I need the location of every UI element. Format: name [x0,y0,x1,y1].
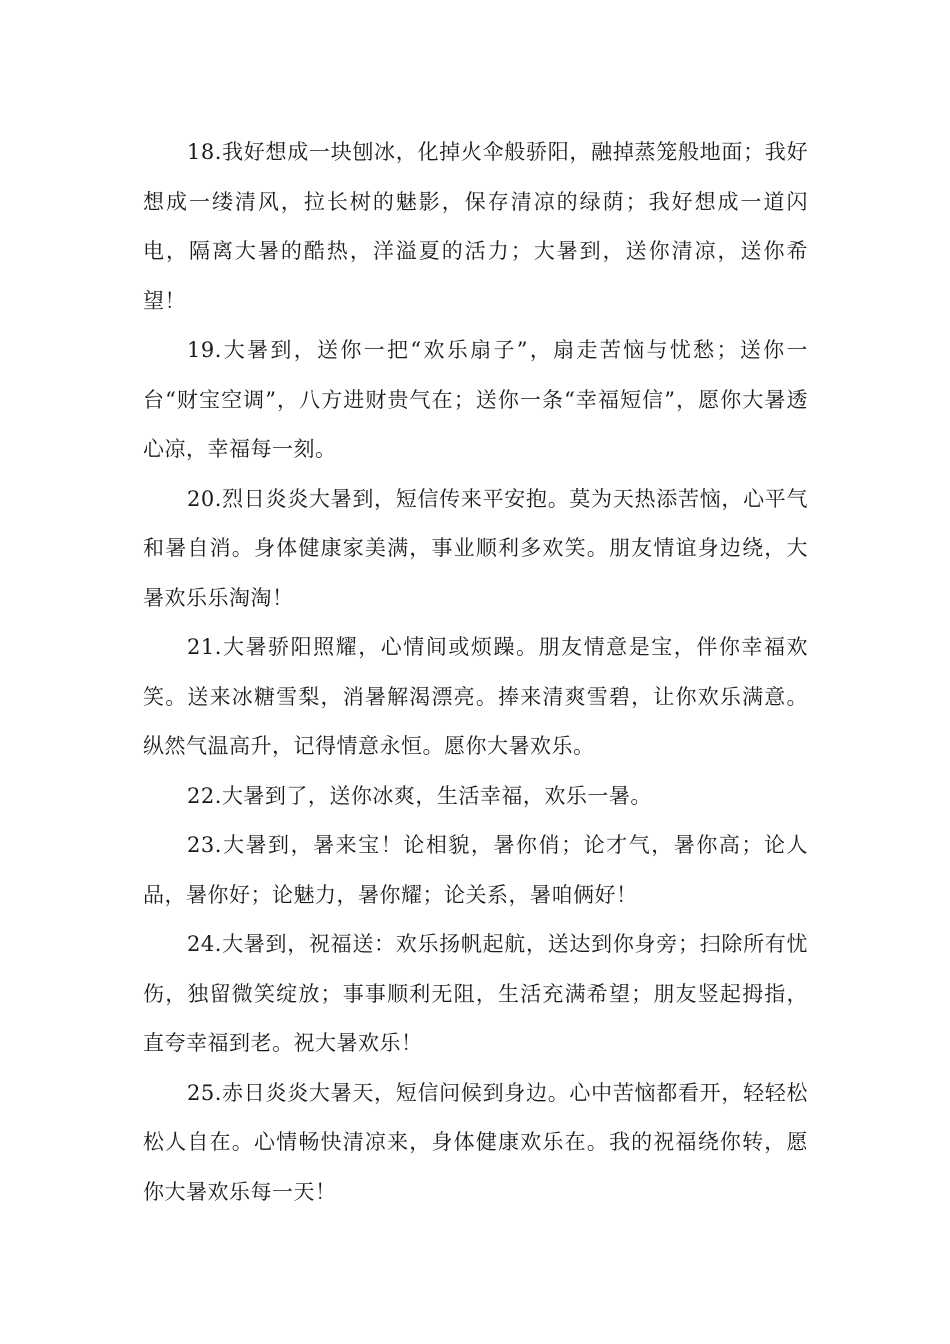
paragraph-21: 21.大暑骄阳照耀，心情间或烦躁。朋友情意是宝，伴你幸福欢笑。送来冰糖雪梨，消暑解渴漂亮。捧来清爽雪碧，让你欢乐满意。纵然气温高升，记得情意永恒。愿你大暑欢乐。 [143,635,808,758]
paragraph-20: 20.烈日炎炎大暑到，短信传来平安抱。莫为天热添苦恼，心平气和暑自消。身体健康家美满，事业顺利多欢笑。朋友情谊身边绕，大暑欢乐乐淘淘！ [143,486,808,610]
paragraph-19: 19.大暑到，送你一把“欢乐扇子”，扇走苦恼与忧愁；送你一台“财宝空调”，八方进财贵气在；送你一条“幸福短信”，愿你大暑透心凉，幸福每一刻。 [143,338,808,461]
paragraph-22: 22.大暑到了，送你冰爽，生活幸福，欢乐一暑。 [187,783,652,808]
document-body [143,128,808,1217]
paragraph-23: 23.大暑到，暑来宝！论相貌，暑你俏；论才气，暑你高；论人品，暑你好；论魅力，暑你耀；论关系，暑咱俩好！ [143,833,808,907]
paragraph-24: 24.大暑到，祝福送：欢乐扬帆起航，送达到你身旁；扫除所有忧伤，独留微笑绽放；事事顺利无阻，生活充满希望；朋友竖起拇指，直夸幸福到老。祝大暑欢乐！ [143,932,808,1055]
paragraph-18: 18.我好想成一块刨冰，化掉火伞般骄阳，融掉蒸笼般地面；我好想成一缕清风，拉长树的魅影，保存清凉的绿荫；我好想成一道闪电，隔离大暑的酷热，洋溢夏的活力；大暑到，送你清凉，送你希望！ [143,140,808,313]
paragraph-25: 25.赤日炎炎大暑天，短信问候到身边。心中苦恼都看开，轻轻松松人自在。心情畅快清凉来，身体健康欢乐在。我的祝福绕你转，愿你大暑欢乐每一天！ [143,1080,808,1204]
